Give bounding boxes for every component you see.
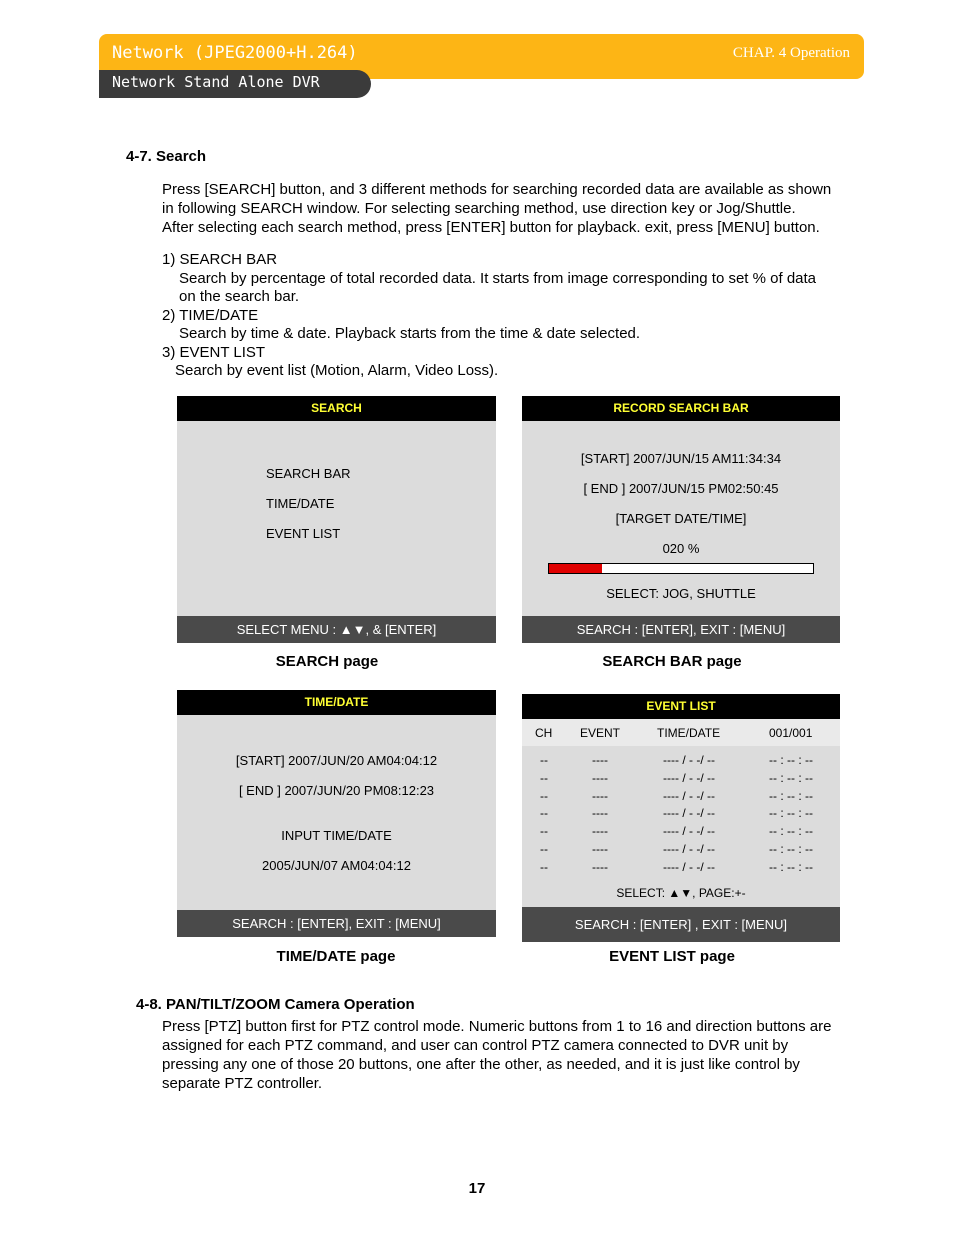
event-type-cell: ---- xyxy=(592,770,608,785)
search-bar-panel xyxy=(522,396,840,643)
ptz-line: Press [PTZ] button first for PTZ control mode. Numeric buttons from 1 to 16 and direction buttons are xyxy=(162,1018,832,1035)
select-hint: SELECT: ▲▼, PAGE:+- xyxy=(616,886,746,900)
event-date-cell: ---- / - -/ -- xyxy=(663,806,715,821)
caption-event-list-page: EVENT LIST page xyxy=(609,948,735,965)
event-ch-cell: -- xyxy=(540,770,548,785)
method-desc: Search by event list (Motion, Alarm, Video Loss). xyxy=(175,362,499,379)
caption-time-date-page: TIME/DATE page xyxy=(276,948,396,965)
caption-search-bar-page: SEARCH BAR page xyxy=(602,653,742,670)
event-row[interactable] xyxy=(522,824,840,842)
menu-item-search-bar[interactable]: SEARCH BAR xyxy=(266,466,351,481)
target-label: [TARGET DATE/TIME] xyxy=(615,511,747,526)
event-type-cell: ---- xyxy=(592,824,608,839)
method-title: 2) TIME/DATE xyxy=(162,306,259,324)
panel-title: SEARCH xyxy=(177,396,496,421)
event-type-cell: ---- xyxy=(592,788,608,803)
end-datetime: [ END ] 2007/JUN/20 PM08:12:23 xyxy=(238,783,435,798)
start-datetime: [START] 2007/JUN/15 AM11:34:34 xyxy=(580,451,782,466)
event-time-cell: -- : -- : -- xyxy=(769,842,813,856)
method-title: 3) EVENT LIST xyxy=(162,343,266,361)
event-time-cell: -- : -- : -- xyxy=(769,806,813,821)
event-type-cell: ---- xyxy=(592,842,608,856)
page-indicator: 001/001 xyxy=(769,726,813,740)
column-header-event: EVENT xyxy=(580,726,621,740)
search-intro xyxy=(162,180,831,237)
chapter-label: CHAP. 4 Operation xyxy=(732,45,850,61)
menu-item-event-list[interactable]: EVENT LIST xyxy=(266,526,341,541)
end-datetime: [ END ] 2007/JUN/15 PM02:50:45 xyxy=(583,481,779,496)
column-header-ch: CH xyxy=(535,726,553,740)
section-heading-ptz: 4-8. PAN/TILT/ZOOM Camera Operation xyxy=(136,996,415,1013)
panel-title: EVENT LIST xyxy=(522,694,840,719)
event-row[interactable] xyxy=(522,842,840,860)
event-row[interactable] xyxy=(522,771,840,789)
event-time-cell: -- : -- : -- xyxy=(769,824,813,839)
method-desc: Search by percentage of total recorded data. It starts from image corresponding to set % of data xyxy=(179,269,817,287)
event-ch-cell: -- xyxy=(540,842,548,856)
intro-line: in following SEARCH window. For selecting searching method, use direction key or Jog/Shuttle. xyxy=(162,200,796,217)
event-ch-cell: -- xyxy=(540,824,548,839)
ptz-line: assigned for each PTZ command, and user can control PTZ camera connected to DVR unit by xyxy=(162,1037,789,1054)
search-methods-list xyxy=(162,251,816,381)
start-datetime: [START] 2007/JUN/20 AM04:04:12 xyxy=(235,753,438,768)
panel-footer: SEARCH : [ENTER] , EXIT : [MENU] xyxy=(522,907,840,942)
menu-item-time-date[interactable]: TIME/DATE xyxy=(266,496,335,511)
event-ch-cell: -- xyxy=(540,788,548,803)
intro-line: Press [SEARCH] button, and 3 different methods for searching recorded data are available as shown xyxy=(162,181,832,198)
event-date-cell: ---- / - -/ -- xyxy=(663,770,715,785)
event-date-cell: ---- / - -/ -- xyxy=(663,753,715,767)
event-ch-cell: -- xyxy=(540,859,548,874)
event-row[interactable] xyxy=(522,789,840,807)
event-time-cell: -- : -- : -- xyxy=(769,753,813,767)
event-date-cell: ---- / - -/ -- xyxy=(663,788,715,803)
panel-footer: SEARCH : [ENTER], EXIT : [MENU] xyxy=(177,910,496,937)
ptz-description xyxy=(162,1017,831,1093)
method-desc: on the search bar. xyxy=(179,288,300,305)
event-list-header xyxy=(522,719,840,746)
column-header-time-date: TIME/DATE xyxy=(657,726,721,740)
event-row[interactable] xyxy=(522,753,840,771)
panel-title: TIME/DATE xyxy=(177,690,496,715)
event-time-cell: -- : -- : -- xyxy=(769,770,813,785)
search-progress-bar[interactable] xyxy=(548,563,814,574)
method-desc: Search by time & date. Playback starts from the time & date selected. xyxy=(179,325,641,342)
select-hint: SELECT: JOG, SHUTTLE xyxy=(606,586,756,601)
ptz-line: separate PTZ controller. xyxy=(162,1075,323,1092)
event-date-cell: ---- / - -/ -- xyxy=(663,859,715,874)
section-heading-search: 4-7. Search xyxy=(126,148,207,165)
event-type-cell: ---- xyxy=(592,753,608,767)
event-time-cell: -- : -- : -- xyxy=(769,788,813,803)
input-datetime-field[interactable]: 2005/JUN/07 AM04:04:12 xyxy=(262,858,411,873)
caption-search-page: SEARCH page xyxy=(275,653,379,670)
event-ch-cell: -- xyxy=(540,806,548,821)
search-progress-fill xyxy=(549,564,602,573)
event-row[interactable] xyxy=(522,860,840,878)
panel-footer: SELECT MENU : ▲▼, & [ENTER] xyxy=(177,616,496,643)
input-label: INPUT TIME/DATE xyxy=(281,828,392,843)
time-date-panel xyxy=(177,690,496,937)
event-type-cell: ---- xyxy=(592,859,608,874)
document-subtitle: Network Stand Alone DVR xyxy=(112,73,320,91)
panel-title: RECORD SEARCH BAR xyxy=(522,396,840,421)
method-title: 1) SEARCH BAR xyxy=(162,251,278,268)
page-number: 17 xyxy=(468,1180,486,1197)
panel-footer: SEARCH : [ENTER], EXIT : [MENU] xyxy=(522,616,840,643)
event-date-cell: ---- / - -/ -- xyxy=(663,824,715,839)
document-title: Network (JPEG2000+H.264) xyxy=(112,43,358,63)
event-row[interactable] xyxy=(522,806,840,824)
search-menu-panel xyxy=(177,396,496,643)
percent-label: 020 % xyxy=(662,541,700,556)
event-type-cell: ---- xyxy=(592,806,608,821)
event-ch-cell: -- xyxy=(540,753,548,767)
intro-line: After selecting each search method, press [ENTER] button for playback. exit, press [MENU] button. xyxy=(162,219,820,236)
event-time-cell: -- : -- : -- xyxy=(769,859,813,874)
event-date-cell: ---- / - -/ -- xyxy=(663,842,715,856)
event-list-panel xyxy=(522,694,840,942)
ptz-line: pressing any one of those 20 buttons, one after the other, as needed, and it is just like control by xyxy=(162,1056,800,1073)
